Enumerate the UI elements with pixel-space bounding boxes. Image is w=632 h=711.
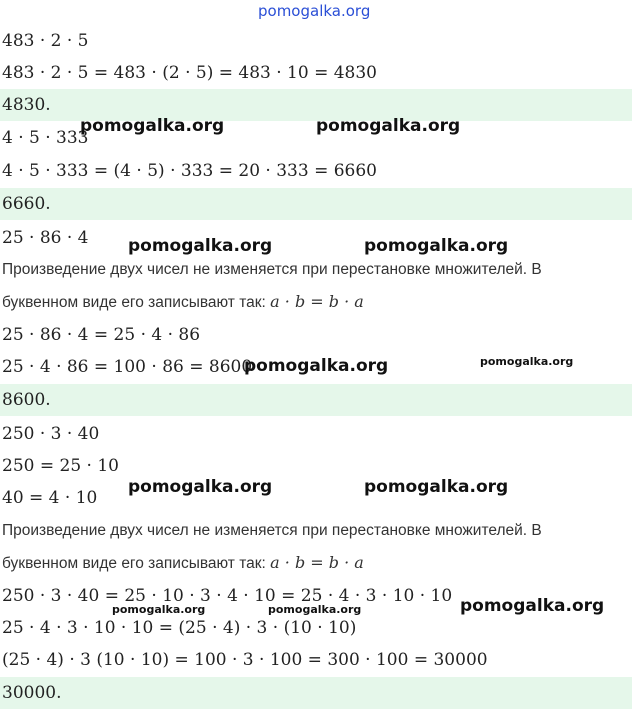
rule-text [0,547,632,579]
rule-text: Произведение двух чисел не изменяется при перестановке множителей. В [2,261,542,278]
watermark: pomogalka.org [316,116,461,136]
watermark: pomogalka.org [460,596,605,616]
expression-line: 25 · 4 · 86 = 100 · 86 = 8600 [2,357,253,377]
commutative-formula: a · b = b · a [270,292,364,311]
expression-line: (25 · 4) · 3 (10 · 10) = 100 · 3 · 100 = 300 · 100 = 30000 [2,650,488,670]
watermark: pomogalka.org [112,603,206,616]
expression-line: 250 · 3 · 40 [2,424,100,444]
rule-text [0,286,632,318]
answer-line: 4830. [0,89,632,121]
expression-line: 250 = 25 · 10 [2,456,119,476]
watermark: pomogalka.org [480,355,574,368]
expression-line: 4 · 5 · 333 = (4 · 5) · 333 = 20 · 333 = 6660 [2,161,377,181]
commutative-formula: a · b = b · a [270,553,364,572]
rule-text: Произведение двух чисел не изменяется при перестановке множителей. В [2,522,542,539]
watermark: pomogalka.org [244,356,389,376]
expression-line: 25 · 86 · 4 [2,228,89,248]
watermark: pomogalka.org [80,116,225,136]
expression-line: 25 · 86 · 4 = 25 · 4 · 86 [2,325,201,345]
rule-text-part: буквенном виде его записывают так: [2,555,271,572]
expression-line: 40 = 4 · 10 [2,488,98,508]
expression-line: 250 · 3 · 40 = 25 · 10 · 3 · 4 · 10 = 25 · 4 · 3 · 10 · 10 [2,586,453,606]
expression-line: 4 · 5 · 333 [2,128,89,148]
answer-line: 30000. [0,677,632,709]
expression-line: 483 · 2 · 5 = 483 · (2 · 5) = 483 · 10 = 4830 [2,63,377,83]
watermark: pomogalka.org [128,477,273,497]
expression-line: 25 · 4 · 3 · 10 · 10 = (25 · 4) · 3 · (10 · 10) [2,618,357,638]
rule-text-part: буквенном виде его записывают так: [2,294,271,311]
expression-line: 483 · 2 · 5 [2,31,89,51]
answer-line: 6660. [0,188,632,220]
answer-line: 8600. [0,384,632,416]
watermark: pomogalka.org [364,477,509,497]
watermark: pomogalka.org [364,236,509,256]
watermark-top: pomogalka.org [258,2,371,20]
watermark: pomogalka.org [128,236,273,256]
watermark: pomogalka.org [268,603,362,616]
